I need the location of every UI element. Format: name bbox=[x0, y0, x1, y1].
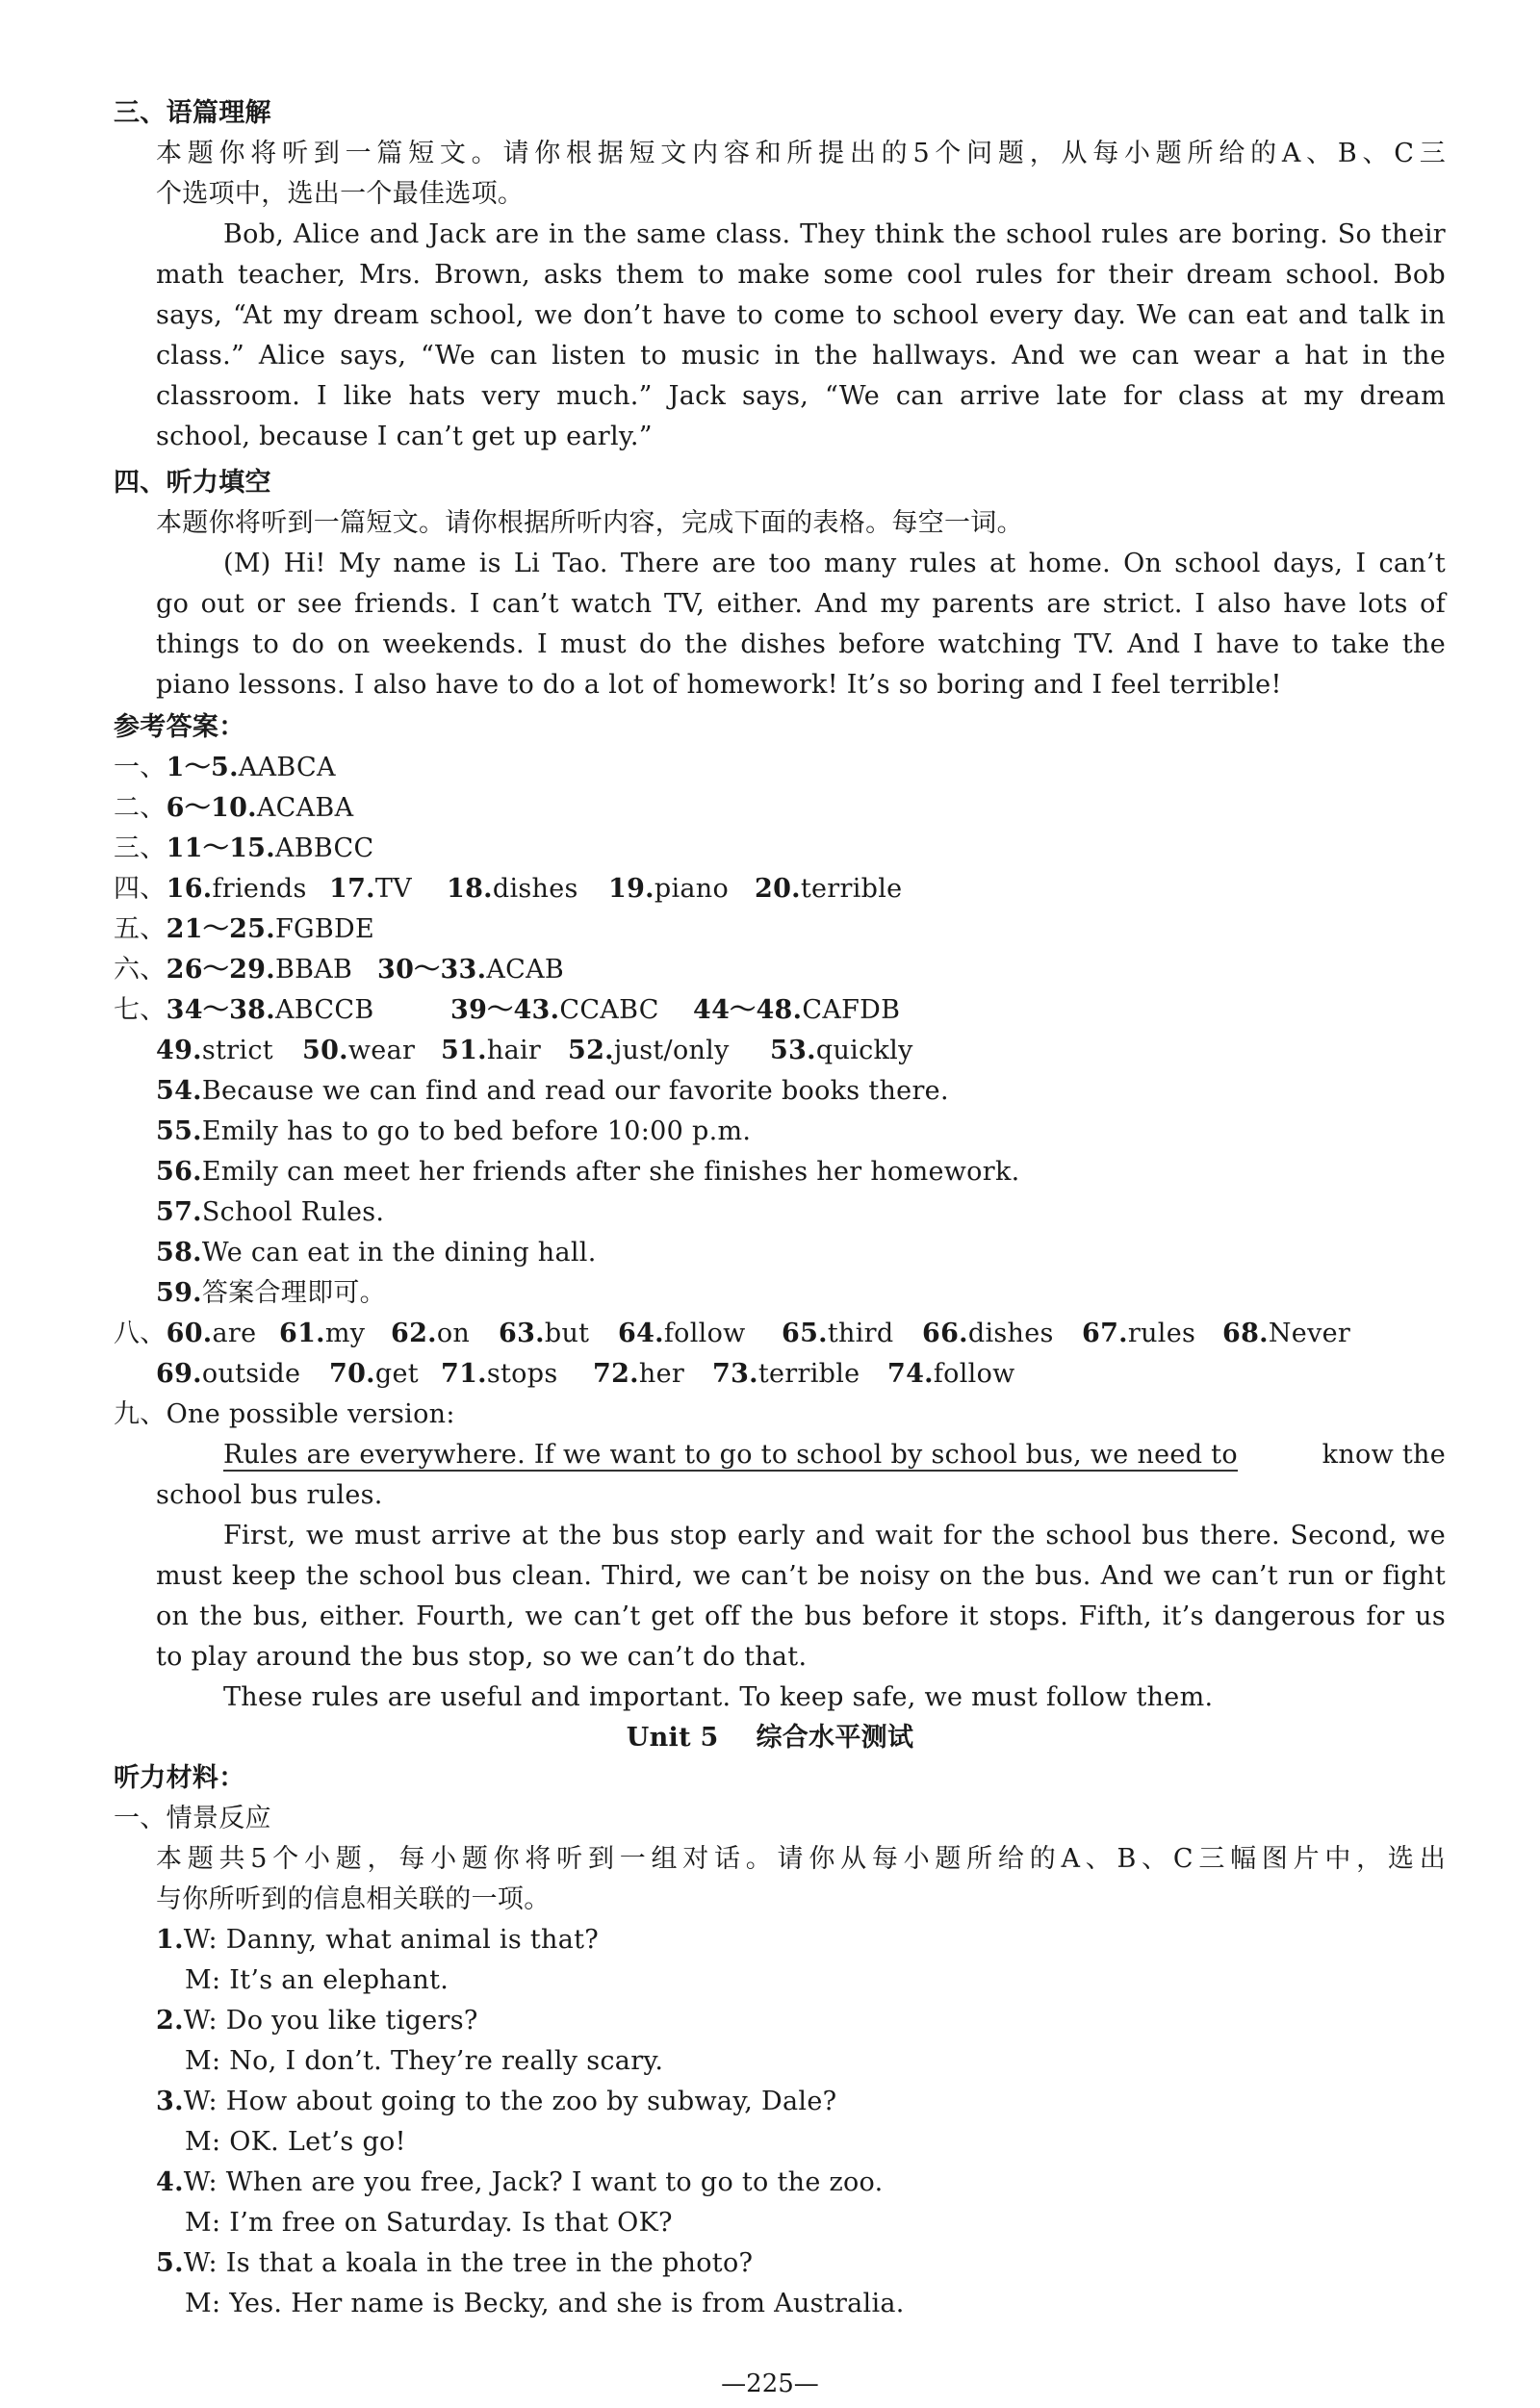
dialogue-text: W: Danny, what animal is that? bbox=[183, 1925, 600, 1955]
dialogue-line: M: Yes. Her name is Becky, and she is from Australia. bbox=[185, 2289, 905, 2318]
answer-number: 51. bbox=[441, 1036, 487, 1065]
answer-prefix: 四、 bbox=[114, 874, 167, 904]
answer-item bbox=[887, 1358, 1015, 1391]
answer-value: ACAB bbox=[486, 955, 565, 985]
dialogue-line bbox=[156, 2086, 836, 2118]
answer-number: 69. bbox=[156, 1359, 202, 1389]
answer-number: 1～5. bbox=[166, 753, 239, 782]
passage-line: math teacher, Mrs. Brown, asks them to make some cool rules for their dream school. Bob bbox=[156, 260, 1446, 290]
answer-number: 66. bbox=[922, 1319, 968, 1348]
answer-value: hair bbox=[486, 1036, 542, 1065]
passage-line: (M) Hi! My name is Li Tao. There are too many rules at home. On school days, I can’t bbox=[223, 549, 1446, 578]
essay-line: on the bus, either. Fourth, we can’t get off the bus before it stops. Fifth, it’s dangerous for us bbox=[156, 1601, 1446, 1631]
answer-row bbox=[114, 752, 336, 784]
answer-item bbox=[156, 1358, 300, 1391]
passage-line: class.” Alice says, “We can listen to music in the hallways. And we can wear a hat in the bbox=[156, 341, 1446, 371]
passage-line: school, because I can’t get up early.” bbox=[156, 422, 653, 451]
answer-value: Never bbox=[1268, 1319, 1351, 1348]
answer-number: 53. bbox=[770, 1036, 816, 1065]
essay-line: First, we must arrive at the bus stop early and wait for the school bus there. Second, we bbox=[223, 1521, 1446, 1550]
answer-number: 52. bbox=[568, 1036, 614, 1065]
answer-item bbox=[782, 1318, 893, 1350]
answer-item bbox=[922, 1318, 1054, 1350]
dialogue-line: M: No, I don’t. They’re really scary. bbox=[185, 2046, 664, 2076]
answer-item bbox=[114, 994, 373, 1027]
answer-prefix: 六、 bbox=[114, 955, 167, 985]
answer-number: 72. bbox=[593, 1359, 639, 1389]
answer-item bbox=[618, 1318, 746, 1350]
answer-item bbox=[608, 873, 729, 906]
answer-item bbox=[755, 873, 902, 906]
answer-number: 59. bbox=[156, 1278, 202, 1308]
answer-value: on bbox=[436, 1319, 471, 1348]
answer-number: 74. bbox=[887, 1359, 934, 1389]
answer-value: but bbox=[544, 1319, 590, 1348]
answer-row bbox=[114, 792, 353, 825]
answer-number: 17. bbox=[329, 874, 375, 904]
answer-item bbox=[499, 1318, 589, 1350]
section3-heading: 三、语篇理解 bbox=[114, 98, 271, 128]
answer-number: 11～15. bbox=[166, 833, 275, 863]
answer-item bbox=[156, 1196, 384, 1229]
dialogue-line: M: OK. Let’s go! bbox=[185, 2127, 406, 2157]
answer-number: 44～48. bbox=[693, 995, 803, 1025]
dialogue-text: W: Is that a koala in the tree in the photo? bbox=[183, 2248, 754, 2278]
dialogue-text: W: When are you free, Jack? I want to go to the zoo. bbox=[183, 2167, 884, 2197]
answer-item bbox=[279, 1318, 365, 1350]
answer-value: terrible bbox=[800, 874, 903, 904]
dialogue-line bbox=[156, 1924, 599, 1957]
essay-line: These rules are useful and important. To keep safe, we must follow them. bbox=[223, 1682, 1214, 1712]
answer-value: CCABC bbox=[559, 995, 659, 1025]
section4-instruction: 本题你将听到一篇短文。请你根据所听内容，完成下面的表格。每空一词。 bbox=[156, 508, 1023, 538]
answer-item bbox=[329, 1358, 419, 1391]
answer-value: get bbox=[374, 1359, 419, 1389]
answer-item bbox=[156, 1115, 751, 1148]
answer-value: piano bbox=[654, 874, 730, 904]
answer-number: 21～25. bbox=[166, 914, 275, 944]
answer-number: 60. bbox=[166, 1319, 213, 1348]
answer-item bbox=[156, 1035, 273, 1067]
essay-line: school bus rules. bbox=[156, 1480, 383, 1510]
essay-line: must keep the school bus clean. Third, we can’t be noisy on the bus. And we can’t run or fight bbox=[156, 1561, 1446, 1591]
page-number: —225— bbox=[721, 2370, 819, 2398]
answer-value: outside bbox=[201, 1359, 301, 1389]
answer-item bbox=[114, 1318, 256, 1350]
answer-item bbox=[391, 1318, 470, 1350]
answer-value: ABCCB bbox=[274, 995, 374, 1025]
answer-item bbox=[1222, 1318, 1350, 1350]
answer-value: terrible bbox=[757, 1359, 860, 1389]
answer-number: 19. bbox=[608, 874, 654, 904]
answer-value: just/only bbox=[613, 1036, 730, 1065]
answer-number: 63. bbox=[499, 1319, 545, 1348]
unit5-instruction: 本题共5个小题，每小题你将听到一组对话。请你从每小题所给的A、B、C三幅图片中，选出 bbox=[156, 1844, 1446, 1874]
answer-number: 65. bbox=[782, 1319, 828, 1348]
answer-number: 50. bbox=[302, 1036, 348, 1065]
answer-number: 70. bbox=[329, 1359, 375, 1389]
essay-line: to play around the bus stop, so we can’t do that. bbox=[156, 1642, 808, 1672]
section4-heading: 四、听力填空 bbox=[114, 468, 271, 498]
answer-value: CAFDB bbox=[802, 995, 901, 1025]
answer-item bbox=[156, 1075, 949, 1108]
answers-heading: 参考答案： bbox=[114, 712, 245, 742]
question-number: 5. bbox=[156, 2248, 184, 2278]
answer-value: stops bbox=[486, 1359, 558, 1389]
dialogue-line: M: I’m free on Saturday. Is that OK? bbox=[185, 2208, 673, 2238]
answer-item bbox=[114, 873, 307, 906]
passage-line: piano lessons. I also have to do a lot of homework! It’s so boring and I feel terrible! bbox=[156, 670, 1282, 700]
answer-value: are bbox=[212, 1319, 257, 1348]
answer-value: dishes bbox=[492, 874, 578, 904]
answer-item bbox=[770, 1035, 913, 1067]
listening-heading: 听力材料： bbox=[114, 1763, 245, 1793]
answer-value: quickly bbox=[815, 1036, 913, 1065]
answer-value: follow bbox=[663, 1319, 746, 1348]
answer-item bbox=[447, 873, 578, 906]
answer-value: dishes bbox=[967, 1319, 1054, 1348]
answer-value: strict bbox=[201, 1036, 273, 1065]
passage-line: classroom. I like hats very much.” Jack says, “We can arrive late for class at my dream bbox=[156, 381, 1446, 411]
passage-line: Bob, Alice and Jack are in the same class. They think the school rules are boring. So their bbox=[223, 219, 1446, 249]
answer-prefix: 七、 bbox=[114, 995, 167, 1025]
answer-value: AABCA bbox=[238, 753, 336, 782]
answer-number: 18. bbox=[447, 874, 493, 904]
answer-number: 71. bbox=[441, 1359, 487, 1389]
answer-item bbox=[441, 1358, 557, 1391]
answer-item bbox=[114, 954, 352, 986]
answer-value: ACABA bbox=[256, 793, 354, 823]
answer-number: 20. bbox=[755, 874, 801, 904]
question-number: 4. bbox=[156, 2167, 184, 2197]
answer-number: 30～33. bbox=[377, 955, 487, 985]
answer-item bbox=[377, 954, 564, 986]
answer-number: 34～38. bbox=[166, 995, 275, 1025]
answer-item bbox=[1082, 1318, 1195, 1350]
answer-value: FGBDE bbox=[274, 914, 374, 944]
answer-value: Emily has to go to bed before 10:00 p.m. bbox=[201, 1116, 752, 1146]
answer-item bbox=[329, 873, 412, 906]
essay-line-end: know the bbox=[1322, 1440, 1446, 1470]
answer-item bbox=[156, 1237, 597, 1269]
answer-row bbox=[114, 913, 374, 946]
answer-prefix: 三、 bbox=[114, 833, 167, 863]
answer-item bbox=[593, 1358, 684, 1391]
answer-item bbox=[450, 994, 659, 1027]
answer-value: her bbox=[638, 1359, 685, 1389]
answer-number: 68. bbox=[1222, 1319, 1269, 1348]
answer-number: 58. bbox=[156, 1238, 202, 1268]
answer-value: TV bbox=[374, 874, 412, 904]
answer-item bbox=[568, 1035, 730, 1067]
answer-value: 答案合理即可。 bbox=[201, 1278, 386, 1308]
unit5-instruction: 与你所听到的信息相关联的一项。 bbox=[156, 1884, 551, 1914]
essay-label: 九、One possible version: bbox=[114, 1399, 455, 1429]
section3-instruction: 本题你将听到一篇短文。请你根据短文内容和所提出的5个问题，从每小题所给的A、B、C三 bbox=[156, 139, 1446, 168]
answer-prefix: 二、 bbox=[114, 793, 167, 823]
dialogue-text: W: Do you like tigers? bbox=[183, 2006, 478, 2036]
answer-number: 62. bbox=[391, 1319, 437, 1348]
section3-instruction: 个选项中，选出一个最佳选项。 bbox=[156, 179, 525, 209]
answer-number: 6～10. bbox=[166, 793, 257, 823]
answer-number: 56. bbox=[156, 1157, 202, 1187]
answer-value: Emily can meet her friends after she finishes her homework. bbox=[201, 1157, 1020, 1187]
answer-number: 39～43. bbox=[450, 995, 560, 1025]
answer-number: 26～29. bbox=[166, 955, 275, 985]
underlined-sentence: Rules are everywhere. If we want to go to school by school bus, we need to bbox=[223, 1440, 1238, 1470]
dialogue-line bbox=[156, 2247, 753, 2280]
question-number: 1. bbox=[156, 1925, 184, 1955]
answer-number: 49. bbox=[156, 1036, 202, 1065]
answer-item bbox=[712, 1358, 860, 1391]
answer-value: wear bbox=[347, 1036, 416, 1065]
question-number: 3. bbox=[156, 2087, 184, 2116]
answer-value: follow bbox=[933, 1359, 1015, 1389]
answer-prefix: 五、 bbox=[114, 914, 167, 944]
answer-number: 73. bbox=[712, 1359, 758, 1389]
answer-prefix: 八、 bbox=[114, 1319, 167, 1348]
answer-value: my bbox=[324, 1319, 366, 1348]
unit5-section1-heading: 一、情景反应 bbox=[114, 1804, 271, 1833]
answer-value: Because we can find and read our favorite books there. bbox=[201, 1076, 949, 1106]
question-number: 2. bbox=[156, 2006, 184, 2036]
passage-line: says, “At my dream school, we don’t have to come to school every day. We can eat and talk in bbox=[156, 300, 1446, 330]
answer-number: 57. bbox=[156, 1197, 202, 1227]
answer-number: 16. bbox=[166, 874, 213, 904]
answer-item bbox=[302, 1035, 415, 1067]
answer-item bbox=[156, 1277, 386, 1310]
answer-value: BBAB bbox=[274, 955, 353, 985]
answer-value: ABBCC bbox=[274, 833, 374, 863]
answer-row bbox=[114, 833, 373, 865]
answer-item bbox=[156, 1156, 1020, 1189]
dialogue-text: W: How about going to the zoo by subway, Dale? bbox=[183, 2087, 837, 2116]
answer-value: third bbox=[827, 1319, 894, 1348]
answer-value: We can eat in the dining hall. bbox=[201, 1238, 597, 1268]
answer-item bbox=[693, 994, 900, 1027]
answer-prefix: 一、 bbox=[114, 753, 167, 782]
dialogue-line bbox=[156, 2166, 884, 2199]
answer-number: 61. bbox=[279, 1319, 325, 1348]
answer-item bbox=[441, 1035, 541, 1067]
answer-value: School Rules. bbox=[201, 1197, 385, 1227]
answer-value: friends bbox=[212, 874, 307, 904]
passage-line: go out or see friends. I can’t watch TV, either. And my parents are strict. I also have lots of bbox=[156, 589, 1446, 619]
essay-line bbox=[223, 1439, 1446, 1472]
unit-title: Unit 5 综合水平测试 bbox=[626, 1723, 914, 1753]
answer-number: 64. bbox=[618, 1319, 664, 1348]
answer-number: 67. bbox=[1082, 1319, 1128, 1348]
passage-line: things to do on weekends. I must do the dishes before watching TV. And I have to take the bbox=[156, 629, 1446, 659]
dialogue-line bbox=[156, 2005, 478, 2037]
answer-value: rules bbox=[1127, 1319, 1196, 1348]
answer-number: 54. bbox=[156, 1076, 202, 1106]
answer-number: 55. bbox=[156, 1116, 202, 1146]
dialogue-line: M: It’s an elephant. bbox=[185, 1965, 449, 1995]
